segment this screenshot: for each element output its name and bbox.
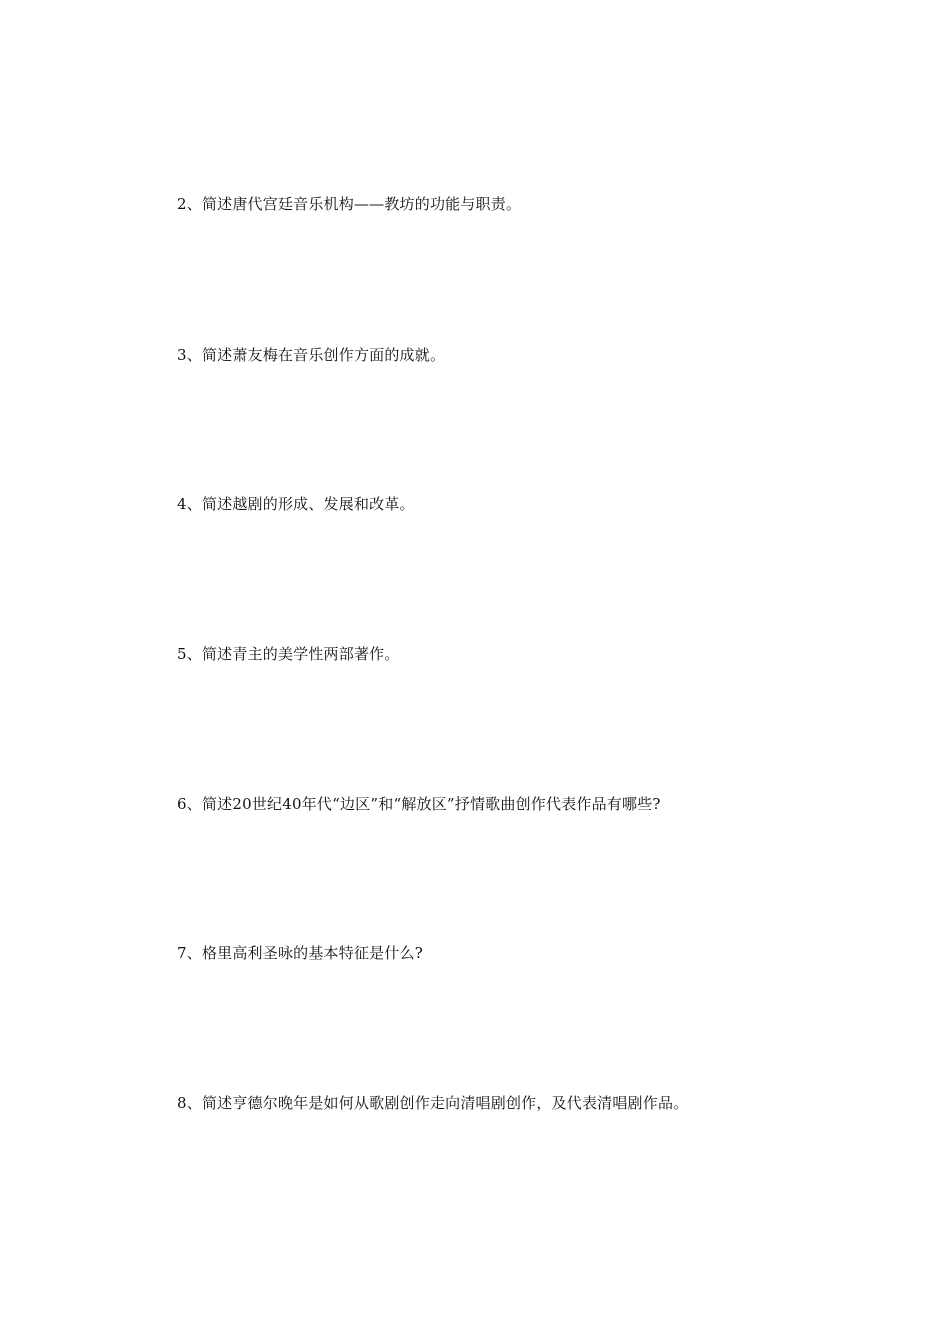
question-4: 4、简述越剧的形成、发展和改革。: [177, 495, 415, 513]
question-7: 7、格里高利圣咏的基本特征是什么?: [177, 944, 423, 962]
question-2: 2、简述唐代宫廷音乐机构——教坊的功能与职责。: [177, 195, 522, 213]
question-6: 6、简述20世纪40年代“边区”和“解放区”抒情歌曲创作代表作品有哪些?: [177, 795, 661, 813]
question-8: 8、简述亨德尔晚年是如何从歌剧创作走向清唱剧创作，及代表清唱剧作品。: [177, 1094, 689, 1112]
question-5: 5、简述青主的美学性两部著作。: [177, 645, 400, 663]
question-3: 3、简述萧友梅在音乐创作方面的成就。: [177, 346, 446, 364]
